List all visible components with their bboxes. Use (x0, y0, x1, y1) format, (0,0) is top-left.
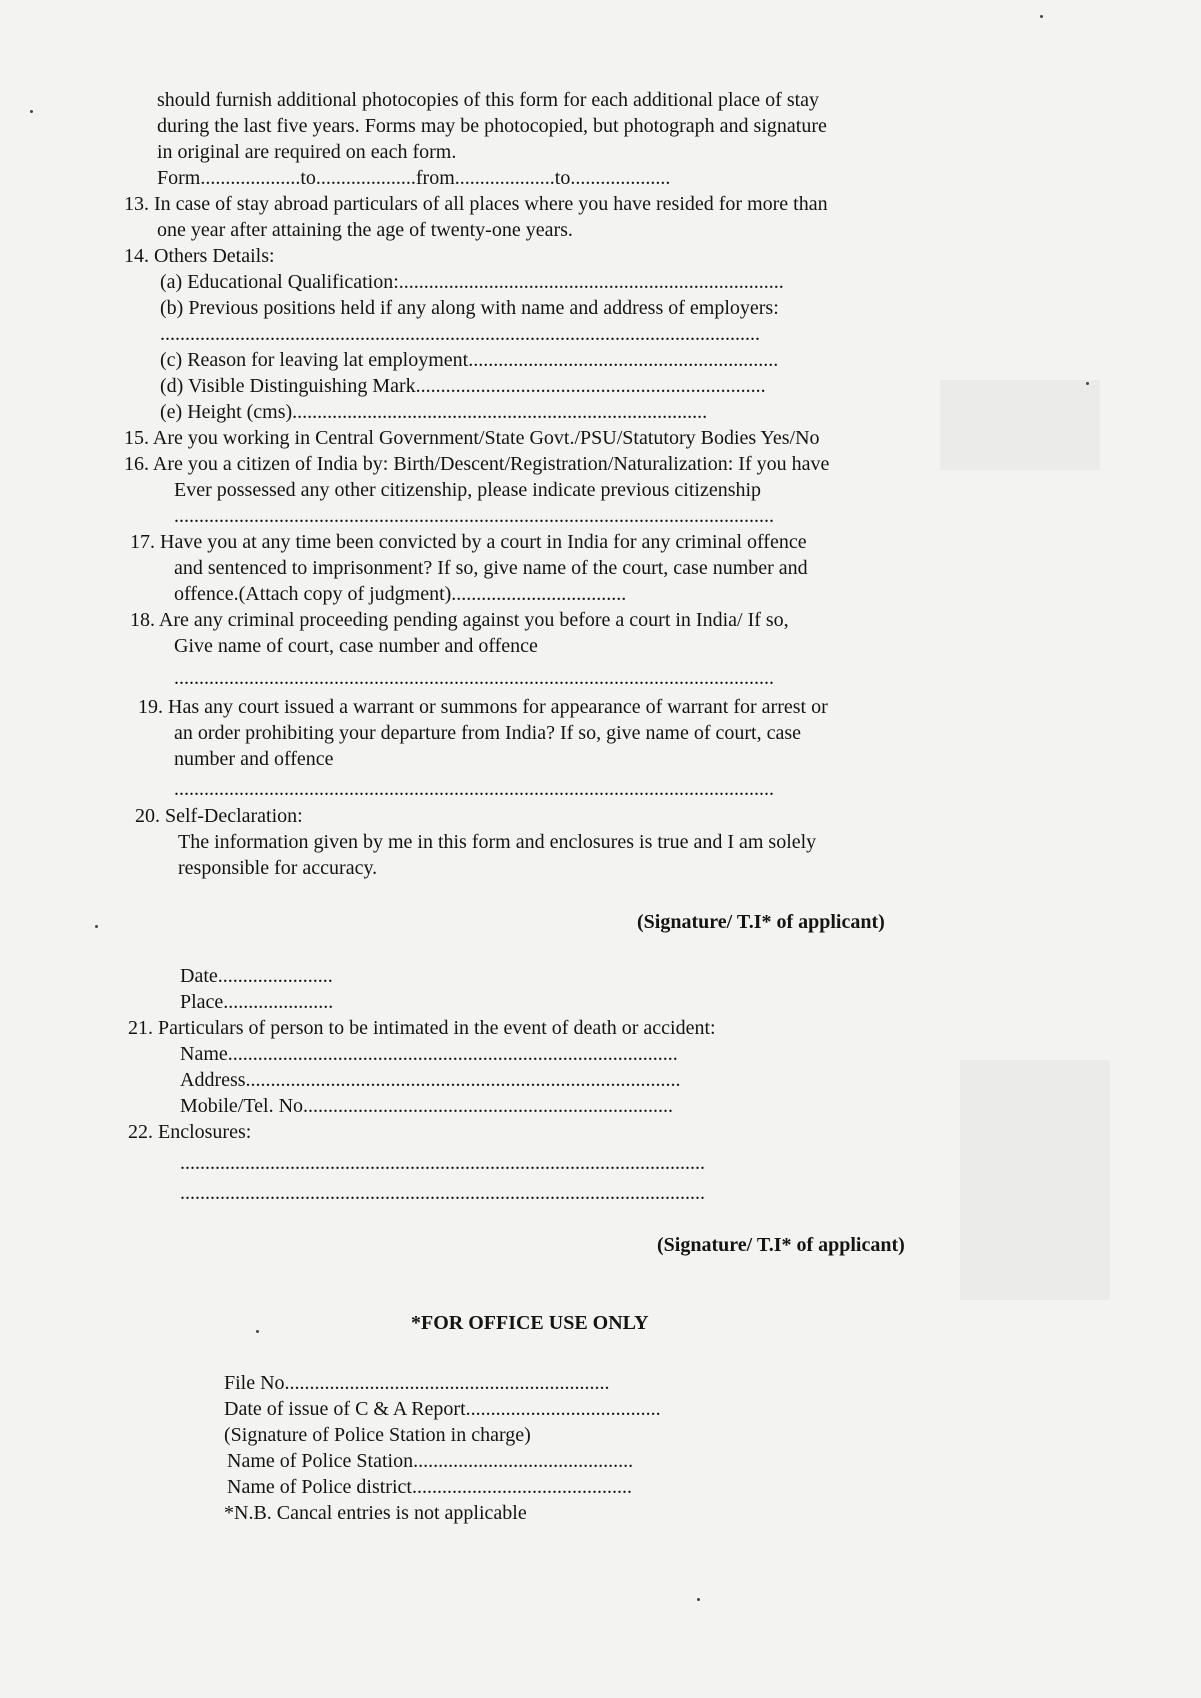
item-15-line: 15. Are you working in Central Government/State Govt./PSU/Statutory Bodies Yes/No (124, 427, 820, 449)
height-field: (e) Height (cms)................................................................................... (160, 401, 708, 423)
item-19-line: number and offence (174, 748, 334, 770)
item-22-heading: 22. Enclosures: (128, 1121, 252, 1143)
item-13-line: one year after attaining the age of twenty-one years. (157, 219, 573, 241)
item-21-heading: 21. Particulars of person to be intimated in the event of death or accident: (128, 1017, 716, 1039)
nb-note: *N.B. Cancal entries is not applicable (224, 1502, 527, 1524)
item-19-line: an order prohibiting your departure from India? If so, give name of court, case (174, 722, 801, 744)
applicant-signature-label: (Signature/ T.I* of applicant) (657, 1234, 905, 1256)
item-19-dots: ........................................................................................................................ (174, 778, 774, 800)
item-18-line: Give name of court, case number and offence (174, 635, 538, 657)
intro-line: should furnish additional photocopies of this form for each additional place of stay (157, 89, 820, 111)
police-district-field: Name of Police district............................................ (227, 1476, 632, 1498)
item-16-line: Ever possessed any other citizenship, please indicate previous citizenship (174, 479, 762, 501)
declaration-text: The information given by me in this form and enclosures is true and I am solely (178, 831, 817, 853)
scan-speck (256, 1330, 259, 1333)
police-signature-label: (Signature of Police Station in charge) (224, 1424, 531, 1446)
item-14-heading: 14. Others Details: (124, 245, 275, 267)
police-station-field: Name of Police Station............................................ (227, 1450, 634, 1472)
reason-leaving-field: (c) Reason for leaving lat employment.............................................................. (160, 349, 779, 371)
intro-line: in original are required on each form. (157, 141, 457, 163)
place-field: Place...................... (180, 991, 334, 1013)
intro-line: during the last five years. Forms may be photocopied, but photograph and signature (157, 115, 827, 137)
scan-speck (30, 110, 33, 113)
item-17-line: 17. Have you at any time been convicted by a court in India for any criminal offence (130, 531, 807, 553)
form-period-line: Form....................to....................from....................to.................... (157, 167, 671, 189)
bleed-through-patch (960, 1060, 1110, 1300)
item-20-heading: 20. Self-Declaration: (135, 805, 303, 827)
bleed-through-patch (940, 380, 1100, 470)
contact-mobile-field: Mobile/Tel. No.......................................................................... (180, 1095, 674, 1117)
scan-speck (697, 1598, 700, 1601)
scan-speck (95, 925, 98, 928)
date-field: Date....................... (180, 965, 333, 987)
contact-name-field: Name.......................................................................................... (180, 1043, 678, 1065)
scan-speck (1086, 382, 1089, 385)
item-18-dots: ........................................................................................................................ (174, 667, 774, 689)
office-use-title: *FOR OFFICE USE ONLY (411, 1312, 649, 1334)
file-no-field: File No................................................................. (224, 1372, 610, 1394)
item-16-line: 16. Are you a citizen of India by: Birth/Descent/Registration/Naturalization: If you have (124, 453, 830, 475)
report-date-field: Date of issue of C & A Report....................................... (224, 1398, 661, 1420)
enclosures-dots: ......................................................................................................... (180, 1182, 705, 1204)
scan-speck (1040, 15, 1043, 18)
item-17-line: offence.(Attach copy of judgment)................................... (174, 583, 627, 605)
item-19-line: 19. Has any court issued a warrant or summons for appearance of warrant for arrest or (138, 696, 828, 718)
previous-positions-label: (b) Previous positions held if any along with name and address of employers: (160, 297, 779, 319)
distinguishing-mark-field: (d) Visible Distinguishing Mark...................................................................... (160, 375, 766, 397)
item-16-dots: ........................................................................................................................ (174, 505, 774, 527)
declaration-text: responsible for accuracy. (178, 857, 378, 879)
item-18-line: 18. Are any criminal proceeding pending against you before a court in India/ If so, (130, 609, 789, 631)
contact-address-field: Address....................................................................................... (180, 1069, 681, 1091)
item-17-line: and sentenced to imprisonment? If so, give name of the court, case number and (174, 557, 808, 579)
enclosures-dots: ......................................................................................................... (180, 1152, 705, 1174)
educational-qualification-field: (a) Educational Qualification:............................................................................. (160, 271, 784, 293)
item-13-line: 13. In case of stay abroad particulars of all places where you have resided for more than (124, 193, 828, 215)
applicant-signature-label: (Signature/ T.I* of applicant) (637, 911, 885, 933)
previous-positions-dots: ........................................................................................................................ (160, 323, 760, 345)
